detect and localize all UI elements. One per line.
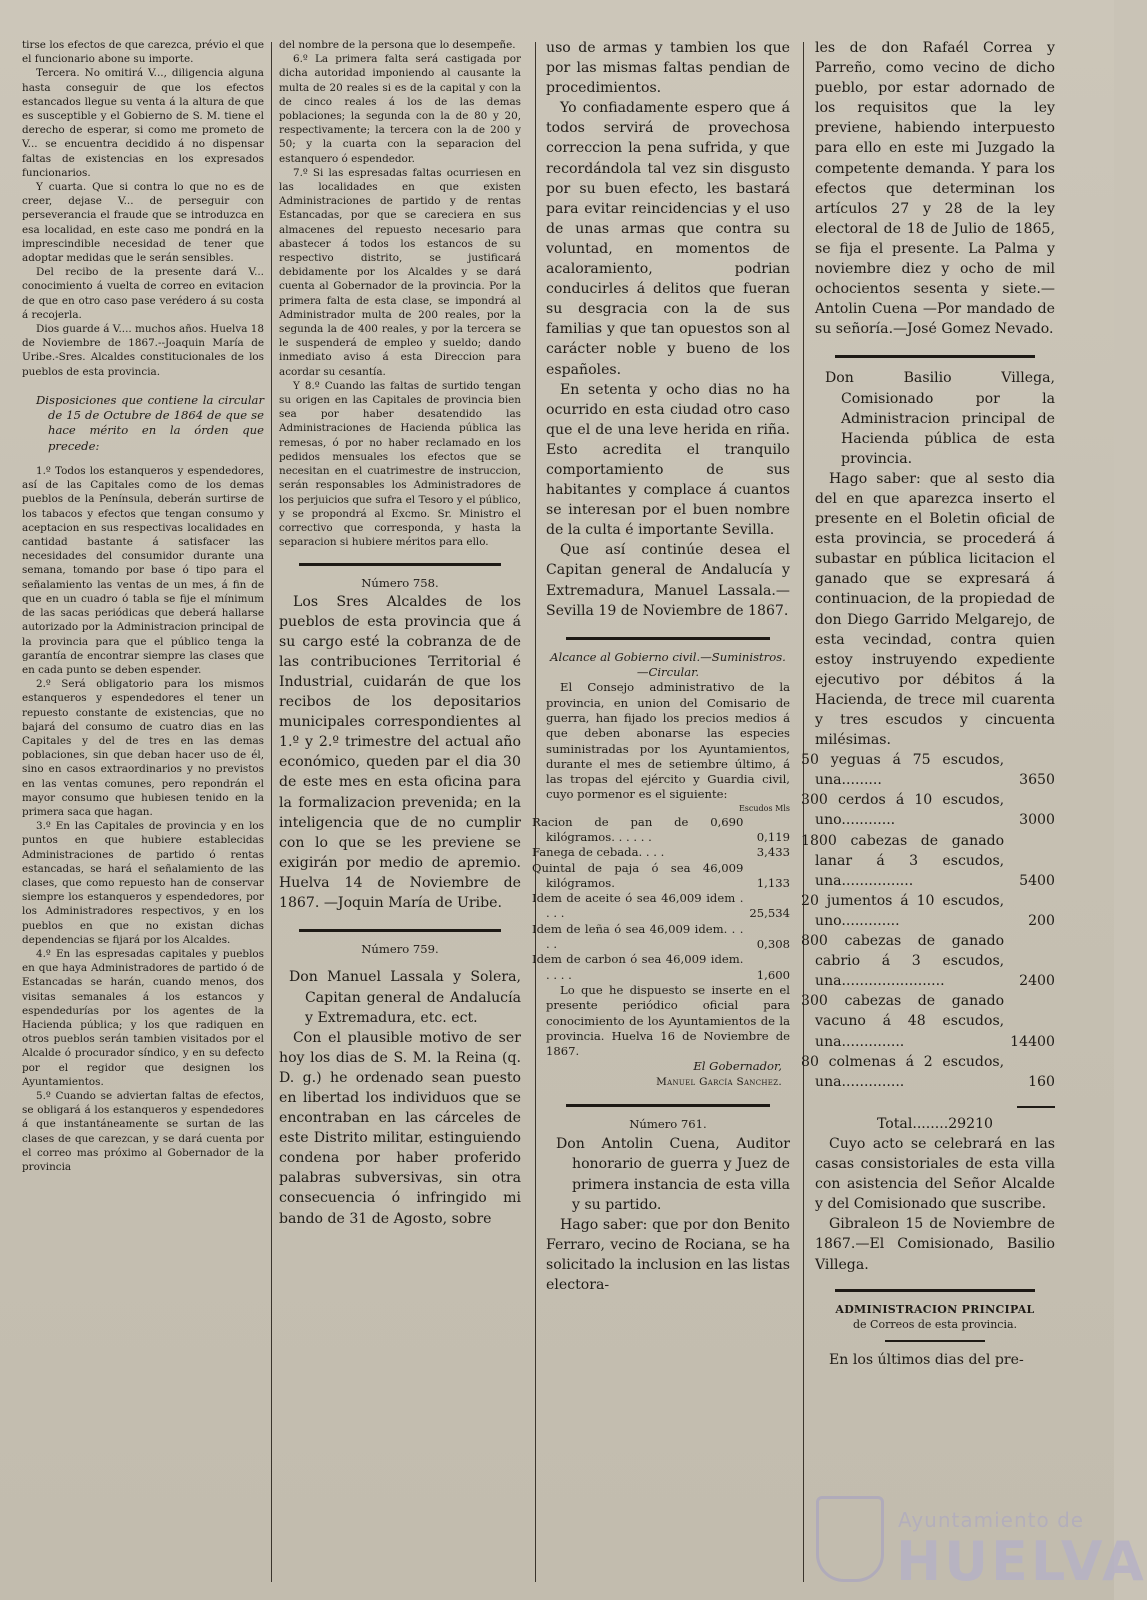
column-rule [271, 42, 272, 1582]
section-heading: Disposiciones que contiene la circular de 15 de Octubre de 1864 de que se hace mérito en la órden que precede: [36, 392, 264, 453]
column-4 [801, 38, 1055, 1586]
section-divider [835, 1289, 1035, 1292]
column-3 [532, 38, 790, 1586]
section-divider [835, 355, 1035, 358]
signature-title: El Gobernador, [693, 1059, 782, 1074]
price-row-value: 1,133 [756, 875, 790, 890]
column-header: Escudos Mls [738, 803, 790, 813]
prices-table [532, 814, 790, 983]
cattle-row-label: 300 cerdos á 10 escudos, uno............ [801, 792, 1005, 829]
cattle-row-label: 800 cabezas de ganado cabrio á 3 escudos, una....................... [801, 933, 1005, 990]
price-row-label: Quintal de paja ó sea 46,009 kilógramos. [532, 860, 744, 890]
price-row [546, 861, 790, 892]
cattle-row [815, 831, 1055, 891]
notice-body: El Consejo administrativo de la provincia, en union del Comisario de guerra, han fijado los precios medios á que deben abonarse las especies suministradas por los Ayuntamientos, durante el mes de setiembre último, á las tropas del ejército y Guardia civil, cuyo pormenor es el siguiente: [546, 680, 790, 802]
price-row-label: Idem de carbon ó sea 46,009 idem. . . . . [532, 952, 744, 982]
price-row-value: 3,433 [756, 845, 790, 860]
cattle-row-value: 160 [1028, 1073, 1055, 1090]
cattle-row-label: 80 colmenas á 2 escudos, una.............. [801, 1053, 1005, 1090]
total-line [815, 1114, 1055, 1134]
paragraph: les de don Rafaél Correa y Parreño, como vecino de dicho pueblo, por estar adornado de los requisitos que la ley previene, habiendo interpuesto para ello en este mi Juzgado la competente demanda. Y para los efectos que determinan los artículos 27 y 28 de la ley electoral de 18 de Julio de 1865, se fija el presente. La Palma y noviembre diez y ocho de mil ochocientos sesenta y siete.—Antolin Cuena —Por mandado de su señoría.—José Gomez Nevado. [815, 40, 1055, 338]
price-row-value: 1,600 [756, 967, 790, 982]
cattle-row [815, 991, 1055, 1051]
article-number: Número 761. [629, 1117, 707, 1132]
signature-name: Manuel García Sanchez. [656, 1075, 782, 1088]
article-body: Cuyo acto se celebrará en las casas consistoriales de esta villa con asistencia del Señor Alcalde y del Comisionado que suscribe. [815, 1135, 1055, 1213]
total-label: Total........ [876, 1115, 949, 1132]
article-body: Hago saber: que por don Benito Ferraro, vecino de Rociana, se ha solicitado la inclusion en las listas electora- [546, 1216, 790, 1293]
signature-block: Dios guarde á V.... muchos años. Huelva 18 de Noviembre de 1867.--Joaquin María de Uribe.-Sres. Alcaldes constitucionales de los pueblos de esta provincia. [22, 323, 264, 378]
section-divider [566, 637, 770, 640]
cattle-row [815, 790, 1055, 830]
column-2 [279, 38, 521, 1586]
watermark-line-2: HUELVA [896, 1530, 1147, 1593]
cattle-row-value: 14400 [1010, 1033, 1055, 1050]
article-body: En los últimos dias del pre- [829, 1351, 1024, 1368]
cattle-row [815, 750, 1055, 790]
cattle-row [815, 1052, 1055, 1092]
cattle-row-label: 1800 cabezas de ganado lanar á 3 escudos, una................ [801, 832, 1005, 889]
cattle-row-value: 2400 [1019, 973, 1055, 990]
paragraph: Que así continúe desea el Capitan general de Andalucía y Extremadura, Manuel Lassala.—Sevilla 19 de Noviembre de 1867. [546, 542, 790, 619]
coat-of-arms-icon [816, 1496, 884, 1582]
paragraph: Y cuarta. Que si contra lo que no es de creer, dejase V... de perseguir con perseverancia el fraude que se introduzca en esa localidad, en este caso me pondrá en la imprescindible necesidad de tener que adoptar medidas que le serán sensibles. [22, 181, 264, 265]
notice-title: Alcance al Gobierno civil.—Suministros.—Circular. [550, 649, 786, 680]
rule-item: 7.º Si las espresadas faltas ocurriesen en las localidades en que existen Administraciones de partido y de rentas Estancadas, por que se careciera en sus almacenes del repuesto necesario para abastecer á todos los estancos de su respectivo distrito, se justificará debidamente por los Alcaldes y se dará cuenta al Gobernador de la provincia. Por la primera falta de esta clase, se impondrá al Administrador multa de 200 reales, por la segunda la de 400 reales, y por la tercera se le suspenderá de empleo y sueldo; dando inmediato aviso á esta Direccion para acordar su cesantía. [279, 166, 521, 378]
price-row-label: Idem de aceite ó sea 46,009 idem . . . . [532, 891, 744, 921]
article-number: Número 759. [361, 942, 439, 957]
cattle-row-value: 5400 [1019, 872, 1055, 889]
cattle-table [801, 750, 1055, 1092]
column-rule [803, 42, 804, 1582]
article-body: Los Sres Alcaldes de los pueblos de esta provincia que á su cargo esté la cobranza de de las contribuciones Territorial é Industrial, cuidarán de que los recibos de los depositarios municipales correspondientes al 1.º y 2.º trimestre del actual año económico, queden par el dia 30 de este mes en esta oficina para la formalizacion prevenida; en la inteligencia que de no cumplir con lo que se les previene se exigirán por medio de apremio. Huelva 14 de Noviembre de 1867. —Joquin María de Uribe. [279, 593, 521, 912]
cattle-row [815, 931, 1055, 991]
paragraph: Del recibo de la presente dará V... conocimiento á vuelta de correo en evitacion de que en otro caso pase verédero á su costa á recojerla. [22, 266, 264, 321]
article-number: Número 758. [361, 576, 439, 591]
paragraph: del nombre de la persona que lo desempeñe. [279, 39, 516, 51]
paragraph: En setenta y ocho dias no ha ocurrido en esta ciudad otro caso que el de una leve herida en riña. Esto acredita el tranquilo comportamiento de sus habitantes y complace á cuantos se interesan por el buen nombre de la culta é importante Sevilla. [546, 381, 790, 539]
section-heading: ADMINISTRACION PRINCIPAL [835, 1302, 1035, 1316]
cattle-row-label: 300 cabezas de ganado vacuno á 48 escudos, una.............. [801, 993, 1005, 1050]
watermark [816, 1470, 1147, 1600]
notice-body: Lo que he dispuesto se inserte en el presente periódico oficial para conocimiento de los Ayuntamientos de la provincia. Huelva 16 de Noviembre de 1867. [546, 982, 790, 1059]
price-row-value: 0,119 [756, 829, 790, 844]
cattle-row-label: 50 yeguas á 75 escudos, una......... [801, 752, 1005, 789]
price-row [546, 891, 790, 922]
watermark-line-1: Ayuntamiento de [898, 1508, 1085, 1532]
price-row-label: Idem de leña ó sea 46,009 idem. . . . . [532, 921, 744, 952]
price-row [546, 845, 790, 860]
article-body: Gibraleon 15 de Noviembre de 1867.—El Comisionado, Basilio Villega. [815, 1216, 1055, 1273]
cattle-row-value: 3000 [1019, 812, 1055, 829]
rule-item: 3.º En las Capitales de provincia y en los puntos en que hubiere establecidas Administraciones de partido ó rentas estancadas, se hará el señalamiento de las clases, que como repuesto han de conservar siempre los estanqueros y espendedores, por los Administradores respectivos, y en los pueblos en que no existan dichas dependencias se fijará por los Alcaldes. [22, 820, 264, 946]
section-subheading: de Correos de esta provincia. [852, 1317, 1018, 1331]
total-value: 29210 [948, 1115, 994, 1132]
section-divider [299, 563, 501, 566]
cattle-row-label: 20 jumentos á 10 escudos, uno............. [801, 892, 1005, 929]
article-body: Con el plausible motivo de ser hoy los dias de S. M. la Reina (q. D. g.) he ordenado sean puesto en libertad los individuos que se encontraban en las cárceles de este Distrito militar, estinguiendo condena por haber proferido palabras subversivas, sin otra consecuencia ó infringido mi bando de 31 de Agosto, sobre [279, 1029, 521, 1227]
article-heading: Don Basilio Villega, Comisionado por la Administracion principal de Hacienda pública de esta provincia. [825, 370, 1055, 467]
rule-item: 1.º Todos los estanqueros y espendedores, así de las Capitales como de los demas pueblos de la Península, deberán surtirse de los tabacos y efectos que tengan consumo y aceptacion en sus respectivas localidades en cantidad bastante á satisfacer las necesidades del consumidor durante una semana, tomando por base ó tipo para el señalamiento las ventas de un mes, á fin de que en un cuadro ó tabla se fije el mínimum de las sacas periódicas que deberá hallarse autorizado por la Administracion principal de la provincia para que el público tenga la garantía de encontrar siempre las clases que en cada punto se deben espender. [22, 465, 264, 676]
article-heading: Don Manuel Lassala y Solera, Capitan general de Andalucía y Extremadura, etc. ect. [289, 969, 521, 1026]
cattle-row-value: 200 [1028, 912, 1055, 929]
cattle-row [815, 891, 1055, 931]
paragraph: Yo confiadamente espero que á todos servirá de provechosa correccion la pena sufrida, y que recordándola tal vez sin disgusto por su buen efecto, les bastará para evitar reincidencias y el uso de unas armas que contra su voluntad, en momentos de acaloramiento, podrian conducirles á delitos que fueran su desgracia con la de sus familias y que tan opuestos son al carácter noble y bueno de los españoles. [546, 100, 790, 378]
total-rule [815, 1094, 1055, 1114]
price-row [546, 952, 790, 983]
price-row [546, 815, 790, 846]
rule-item: 5.º Cuando se adviertan faltas de efectos, se obligará á los estanqueros y espendedores á que instantáneamente se surtan de las clases de que carezcan, y se dará cuenta por el correo mas próximo al Gobernador de la provincia [22, 1090, 264, 1174]
paragraph: Tercera. No omitirá V..., diligencia alguna hasta conseguir de que los efectos estancados llegue su venta á la altura de que es susceptible y el Gobierno de S. M. tiene el derecho de esperar, si como me prometo de V... se encuentra decidido á no dispensar faltas de existencias en los expresados funcionarios. [22, 67, 264, 179]
rule-item: 4.º En las espresadas capitales y pueblos en que haya Administradores de partido ó de Estancadas se harán, cuando menos, dos visitas semanales á los estancos y espendedurías por los agentes de la Hacienda pública; y los que radiquen en otros pueblos serán tambien visitados por el Alcalde ó procurador síndico, y en su defecto por el regidor que designen los Ayuntamientos. [22, 947, 264, 1088]
rule-item: 2.º Será obligatorio para los mismos estanqueros y espendedores el tener un repuesto constante de existencias, que no bajará del consumo de cuatro dias en las Capitales y del de tres en las demas poblaciones, sin que deban hacer uso de él, sino en casos extraordinarios y no previstos en las ventas comunes, pero repondrán el mayor consumo que hubiesen tenido en la primera saca que hagan. [22, 678, 264, 818]
column-1 [22, 38, 264, 1586]
column-rule [535, 42, 536, 1582]
cattle-row-value: 3650 [1019, 772, 1055, 789]
section-divider [885, 1340, 985, 1342]
section-divider [299, 929, 501, 932]
paragraph: tirse los efectos de que carezca, prévio el que el funcionario abone su importe. [22, 39, 264, 66]
price-row-value: 0,308 [756, 937, 790, 952]
article-heading: Don Antolin Cuena, Auditor honorario de guerra y Juez de primera instancia de esta villa y su partido. [556, 1136, 790, 1213]
rule-item: 6.º La primera falta será castigada por dicha autoridad imponiendo al causante la multa de 20 reales si es de la capital y con la de cinco reales á los de las demas poblaciones; la segunda con la de 80 y 20, respectivamente; la tercera con la de 200 y 50; y la cuarta con la separacion del estanquero ó espendedor. [279, 53, 521, 165]
rule-item: Y 8.º Cuando las faltas de surtido tengan su origen en las Capitales de provincia bien sea por haber desatendido las Administraciones de Hacienda pública las remesas, ó por no haber reclamado en los pedidos mensuales los efectos que se necesitan en el cuatrimestre de instruccion, serán responsables los Administradores de los perjuicios que sufra el Tesoro y el público, y se propondrá al Excmo. Sr. Ministro el correctivo que corresponda, y hasta la separacion si hubiere méritos para ello. [279, 379, 521, 549]
article-body: Hago saber: que al sesto dia del en que aparezca inserto el presente en el Boletin oficial de esta provincia, se procederá á subastar en pública licitacion el ganado que se expresará á continuacion, de la propiedad de don Diego Garrido Melgarejo, de esta vecindad, contra quien estoy instruyendo expediente ejecutivo por débitos á la Hacienda, de trece mil cuarenta y tres escudos y cincuenta milésimas. [815, 470, 1055, 749]
price-row-value: 25,534 [749, 906, 790, 921]
price-row [546, 922, 790, 953]
price-row-label: Racion de pan de 0,690 kilógramos. . . . . . [532, 814, 744, 844]
section-divider [566, 1104, 770, 1107]
paragraph: uso de armas y tambien los que por las mismas faltas pendian de procedimientos. [546, 40, 790, 97]
price-row-label: Fanega de cebada. . . . [532, 845, 665, 860]
